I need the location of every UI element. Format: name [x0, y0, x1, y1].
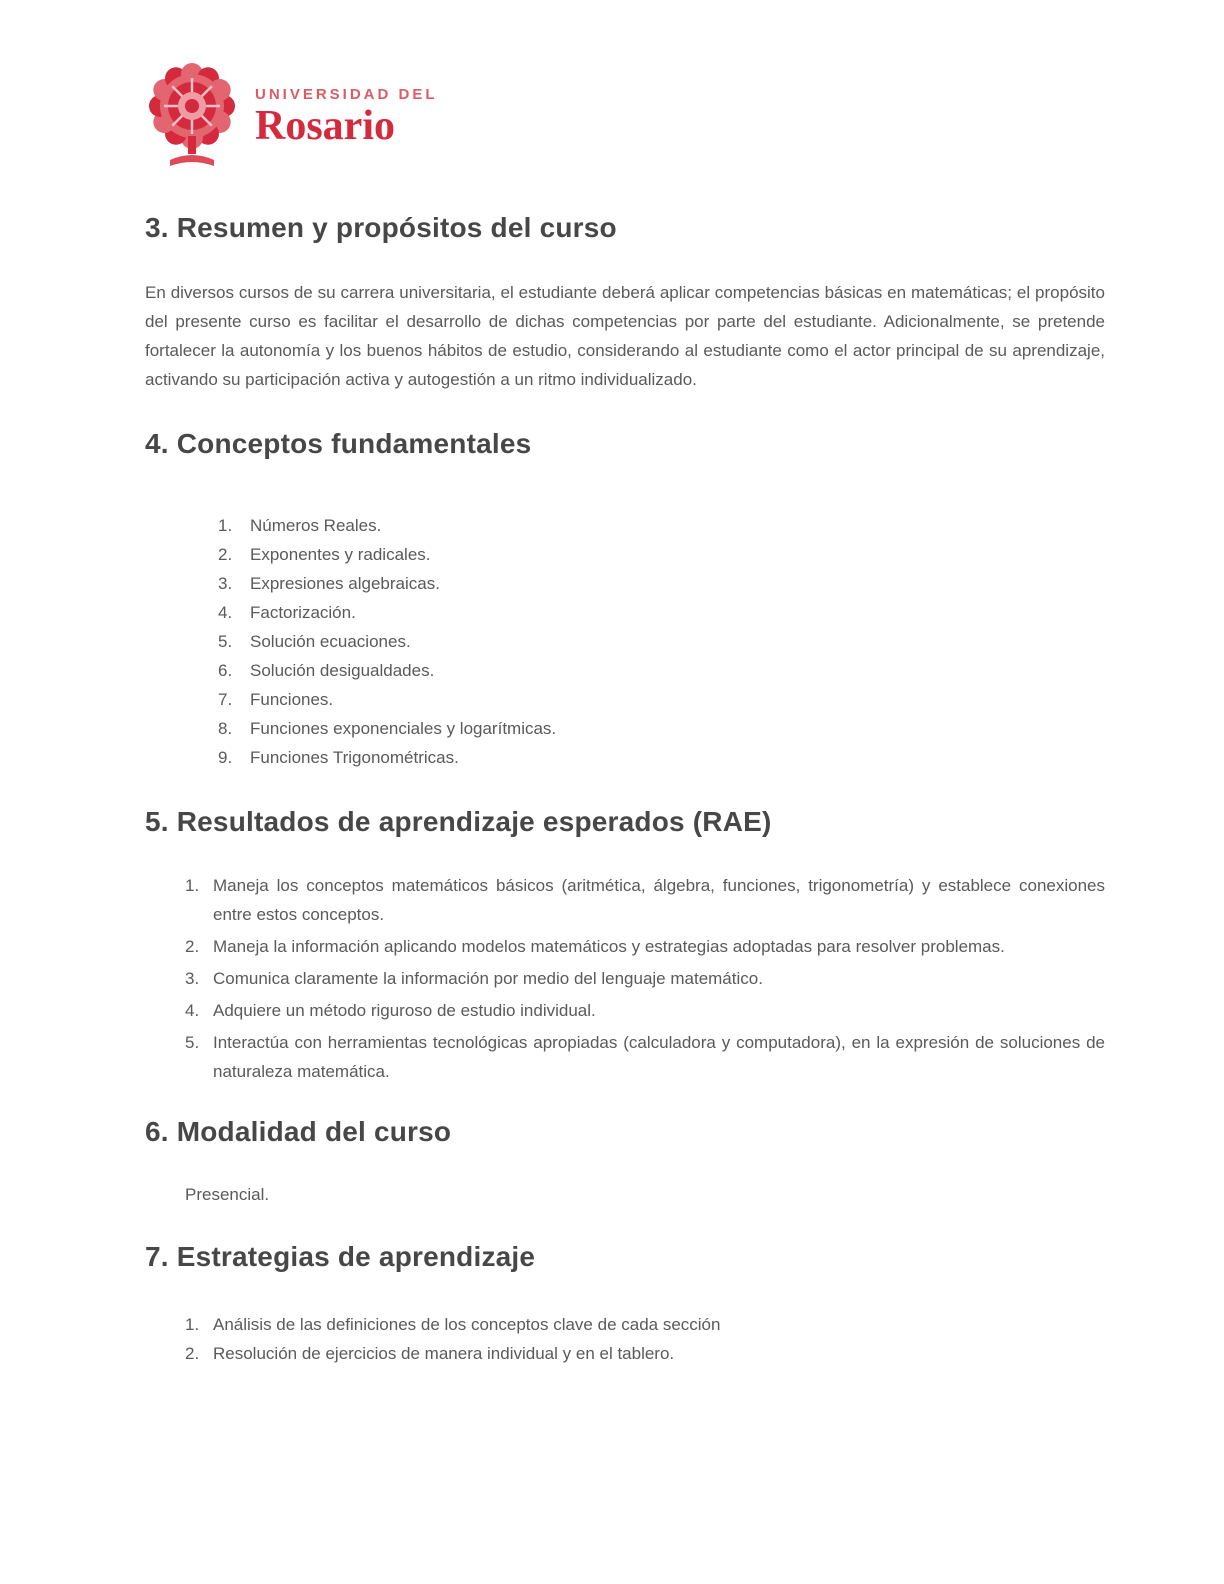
- list-item: Funciones exponenciales y logarítmicas.: [250, 719, 557, 738]
- list-item: Expresiones algebraicas.: [250, 574, 440, 593]
- list-item: Análisis de las definiciones de los conceptos clave de cada sección: [213, 1315, 721, 1334]
- list-item: Maneja la información aplicando modelos matemáticos y estrategias adoptadas para resolver problemas.: [213, 937, 1005, 956]
- list-item: Solución desigualdades.: [250, 661, 435, 680]
- list-item: Funciones.: [250, 690, 334, 709]
- logo-wordmark: [255, 86, 438, 148]
- section-estrategias: [145, 1239, 1105, 1368]
- list-item: Maneja los conceptos matemáticos básicos (aritmética, álgebra, funciones, trigonometría) y establece conexiones entre estos conceptos.: [213, 876, 1105, 924]
- conceptos-list: [218, 511, 1105, 772]
- rae-list: [185, 871, 1105, 1086]
- university-logo: [145, 62, 1105, 168]
- logo-text-small: UNIVERSIDAD DEL: [255, 86, 438, 103]
- section-rae: [145, 804, 1105, 1086]
- list-item: Interactúa con herramientas tecnológicas apropiadas (calculadora y computadora), en la expresión de soluciones de naturaleza matemática.: [213, 1033, 1105, 1081]
- section-heading-estrategias: 7. Estrategias de aprendizaje: [145, 1241, 536, 1272]
- modality-value: Presencial.: [185, 1185, 270, 1204]
- list-item: Solución ecuaciones.: [250, 632, 411, 651]
- list-item: Resolución de ejercicios de manera individual y en el tablero.: [213, 1344, 675, 1363]
- list-item: Factorización.: [250, 603, 356, 622]
- course-summary-paragraph: En diversos cursos de su carrera universitaria, el estudiante deberá aplicar competencias básicas en matemáticas; el propósito del presente curso es facilitar el desarrollo de dichas competencias por parte del estudiante. Adicionalmente, se pretende fortalecer la autonomía y los buenos hábitos de estudio, considerando al estudiante como el actor principal de su aprendizaje, activando su participación activa y autogestión a un ritmo individualizado.: [145, 283, 1105, 389]
- list-item: Exponentes y radicales.: [250, 545, 431, 564]
- logo-text-large: Rosario: [255, 103, 395, 149]
- list-item: Adquiere un método riguroso de estudio individual.: [213, 1001, 596, 1020]
- section-heading-conceptos: 4. Conceptos fundamentales: [145, 428, 532, 459]
- section-heading-modalidad: 6. Modalidad del curso: [145, 1116, 452, 1147]
- section-heading-rae: 5. Resultados de aprendizaje esperados (RAE): [145, 806, 772, 837]
- estrategias-list: [185, 1310, 1105, 1368]
- section-heading-resumen: 3. Resumen y propósitos del curso: [145, 212, 617, 243]
- rosario-emblem-icon: [145, 62, 239, 168]
- list-item: Comunica claramente la información por medio del lenguaje matemático.: [213, 969, 763, 988]
- list-item: Funciones Trigonométricas.: [250, 748, 459, 767]
- section-resumen: [145, 210, 1105, 394]
- section-conceptos: [145, 426, 1105, 772]
- section-modalidad: [145, 1114, 1105, 1209]
- list-item: Números Reales.: [250, 516, 382, 535]
